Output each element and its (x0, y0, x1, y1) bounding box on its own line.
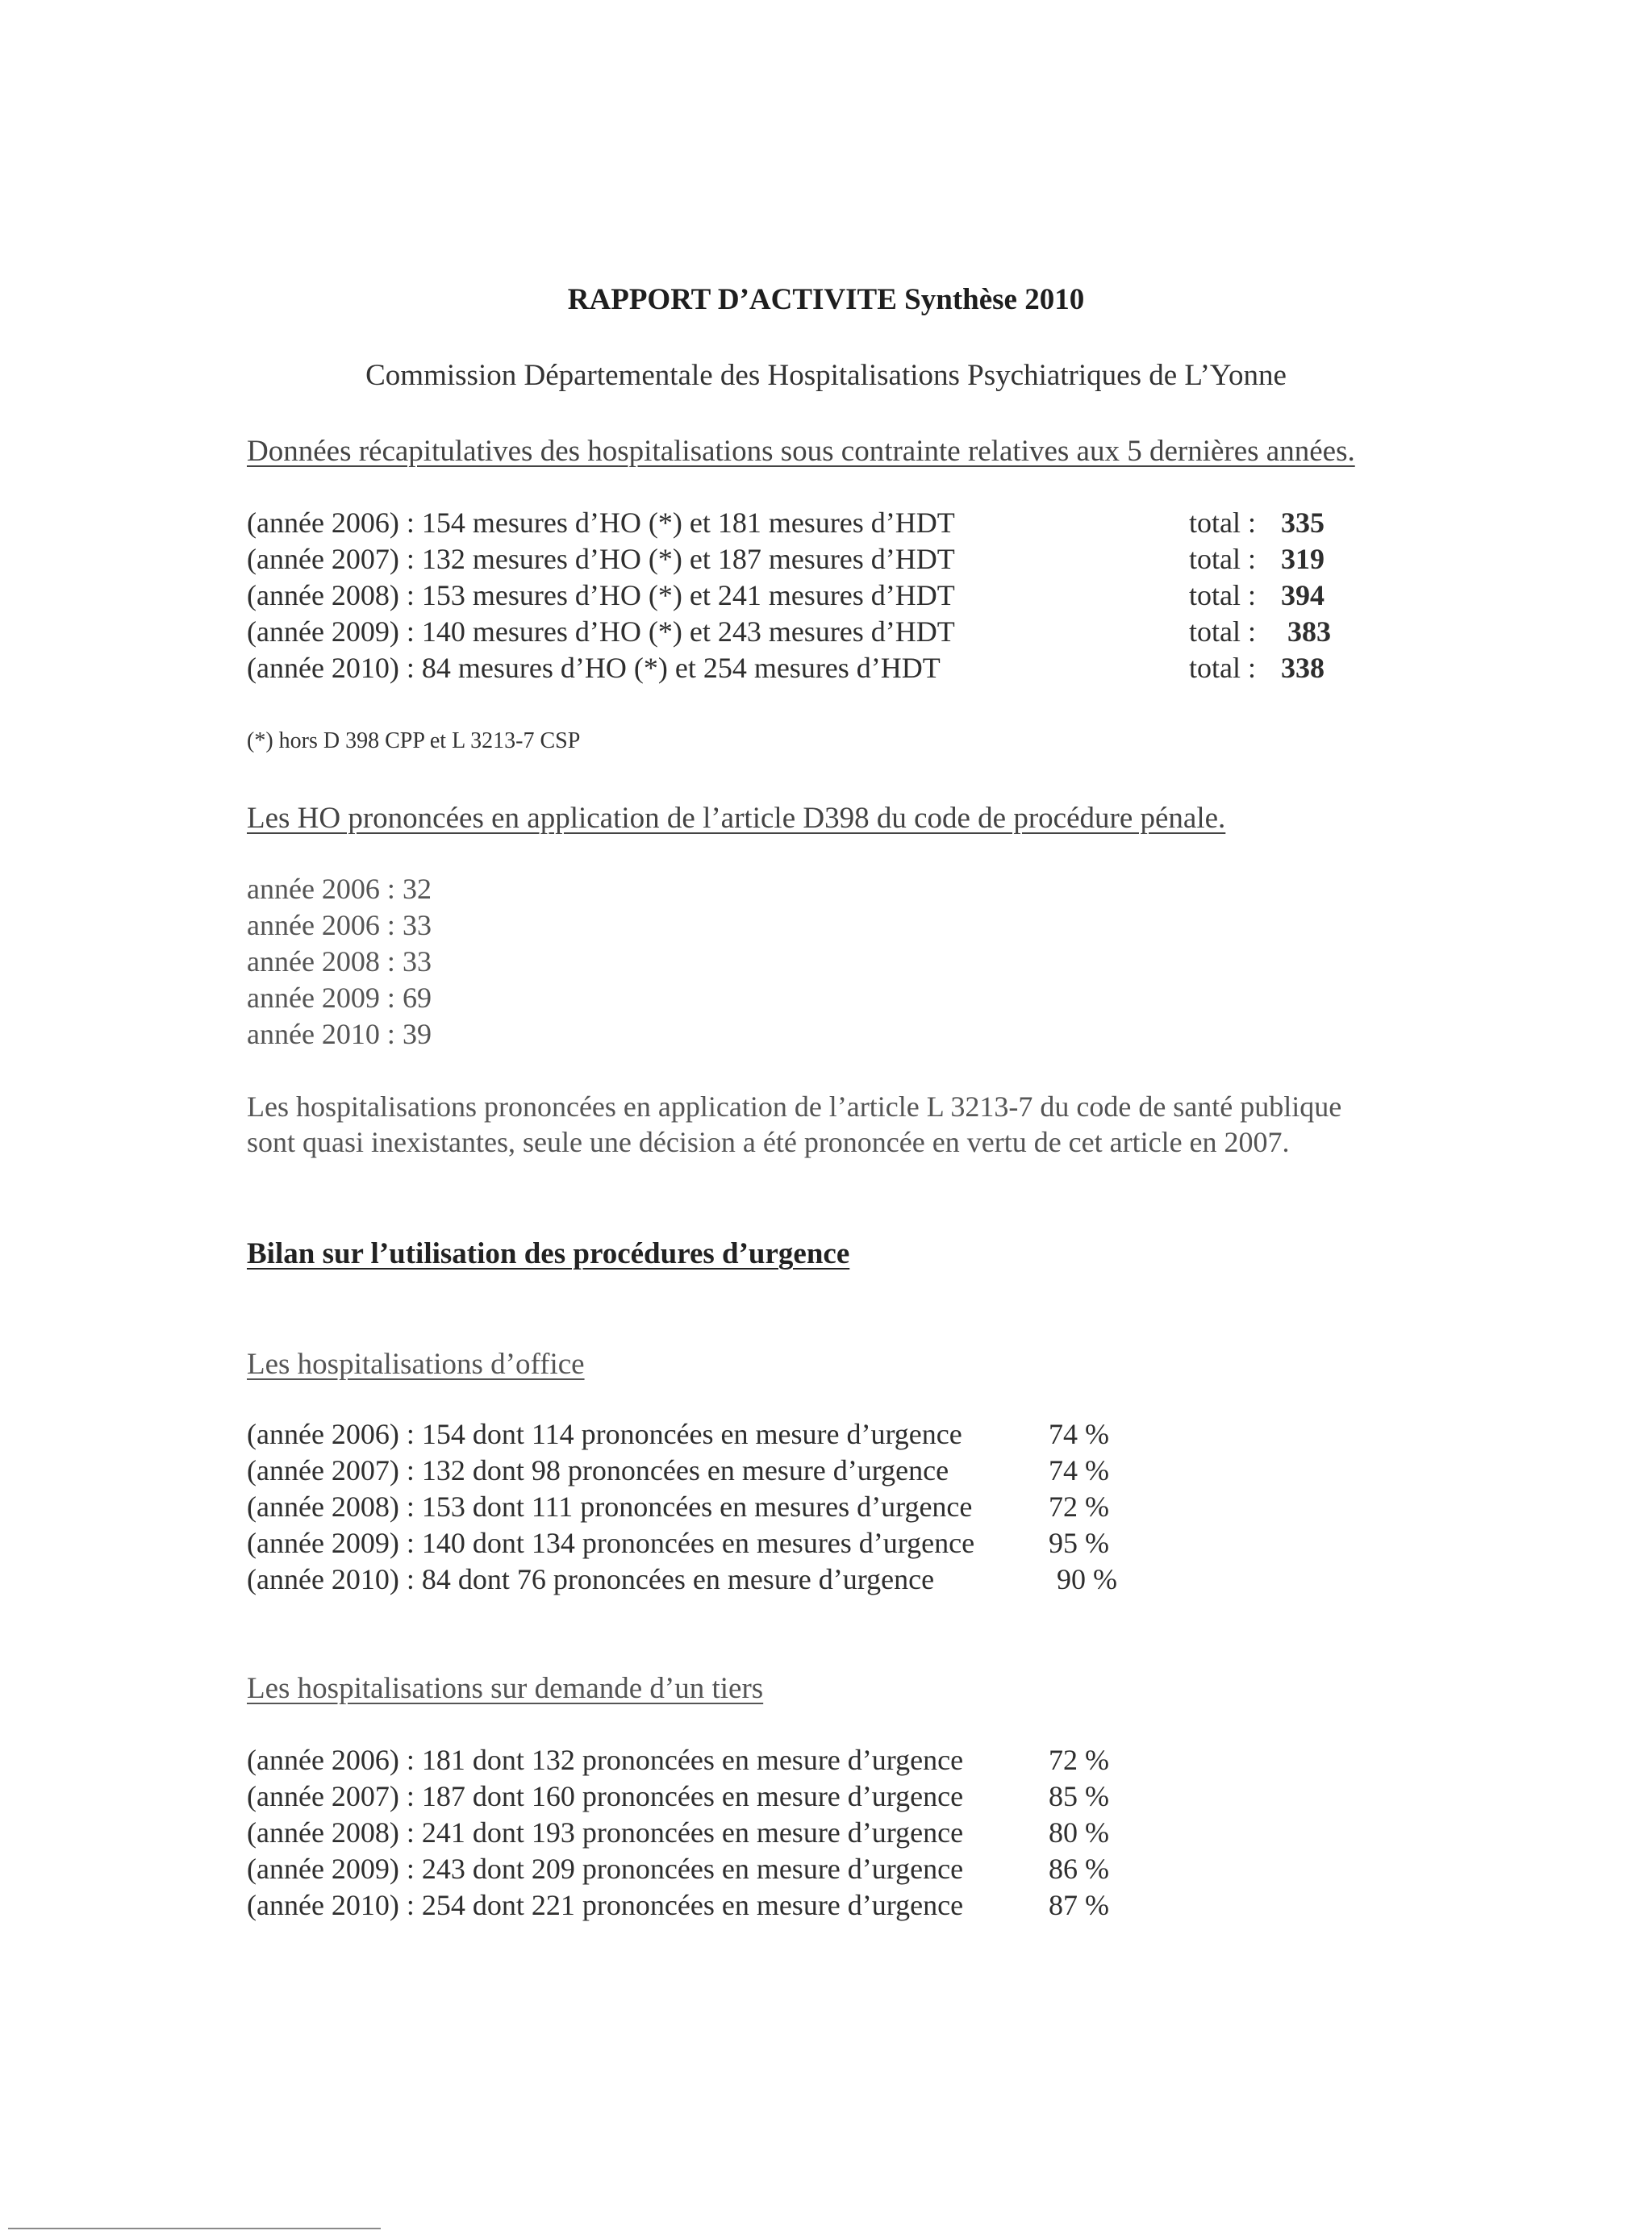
ho-row-text: (année 2008) : 153 dont 111 prononcées en mesures d’urgence (247, 1491, 973, 1523)
summary-row (247, 505, 1325, 541)
d398-list (247, 871, 432, 1053)
summary-row-text: (année 2008) : 153 mesures d’HO (*) et 241 mesures d’HDT (247, 579, 955, 611)
ho-row-text: (année 2006) : 154 dont 114 prononcées en mesure d’urgence (247, 1418, 962, 1450)
hdt-percent: 85 % (1049, 1780, 1109, 1812)
total-label: total : (1189, 652, 1256, 684)
ho-row-text: (année 2007) : 132 dont 98 prononcées en mesure d’urgence (247, 1454, 949, 1486)
l3213-line: sont quasi inexistantes, seule une décision a été prononcée en vertu de cet article en 2007. (247, 1126, 1290, 1158)
total-label: total : (1189, 579, 1256, 611)
d398-row: année 2010 : 39 (247, 1018, 432, 1050)
hdt-list (247, 1742, 1109, 1924)
hdt-percent: 80 % (1049, 1816, 1109, 1849)
hdt-row-text: (année 2010) : 254 dont 221 prononcées en mesure d’urgence (247, 1889, 964, 1921)
ho-percent: 74 % (1049, 1418, 1109, 1450)
urgence-heading: Bilan sur l’utilisation des procédures d’urgence (247, 1237, 850, 1270)
summary-row (247, 650, 1325, 686)
summary-row-text: (année 2007) : 132 mesures d’HO (*) et 187 mesures d’HDT (247, 543, 955, 575)
total-label: total : (1189, 543, 1256, 575)
report-title: RAPPORT D’ACTIVITE Synthèse 2010 (567, 283, 1085, 316)
ho-row (247, 1416, 1109, 1453)
summary-row-text: (année 2009) : 140 mesures d’HO (*) et 243 mesures d’HDT (247, 615, 955, 648)
hdt-percent: 87 % (1049, 1889, 1109, 1921)
l3213-paragraph (247, 1089, 1473, 1160)
total-value: 394 (1281, 579, 1325, 611)
summary-row (247, 577, 1325, 614)
ho-heading: Les hospitalisations d’office (247, 1348, 585, 1381)
total-value: 383 (1287, 615, 1331, 648)
hdt-row (247, 1742, 1109, 1778)
summary-heading: Données récapitulatives des hospitalisations sous contrainte relatives aux 5 dernières années. (247, 435, 1355, 468)
hdt-percent: 72 % (1049, 1744, 1109, 1776)
summary-row-text: (année 2006) : 154 mesures d’HO (*) et 181 mesures d’HDT (247, 507, 955, 539)
total-value: 335 (1281, 507, 1325, 539)
hdt-percent: 86 % (1049, 1853, 1109, 1885)
summary-row-text: (année 2010) : 84 mesures d’HO (*) et 254 mesures d’HDT (247, 652, 941, 684)
total-value: 338 (1281, 652, 1325, 684)
bottom-divider (8, 2228, 381, 2229)
ho-row (247, 1489, 1109, 1525)
ho-percent: 72 % (1049, 1491, 1109, 1523)
ho-list (247, 1416, 1117, 1598)
summary-row (247, 614, 1331, 650)
total-value: 319 (1281, 543, 1325, 575)
summary-list (247, 505, 1331, 686)
hdt-heading: Les hospitalisations sur demande d’un tiers (247, 1672, 764, 1705)
hdt-row (247, 1778, 1109, 1815)
hdt-row-text: (année 2006) : 181 dont 132 prononcées en mesure d’urgence (247, 1744, 964, 1776)
ho-row-text: (année 2009) : 140 dont 134 prononcées en mesures d’urgence (247, 1527, 975, 1559)
ho-percent: 95 % (1049, 1527, 1109, 1559)
total-label: total : (1189, 615, 1256, 648)
footnote: (*) hors D 398 CPP et L 3213-7 CSP (247, 728, 581, 753)
ho-row-text: (année 2010) : 84 dont 76 prononcées en mesure d’urgence (247, 1563, 935, 1595)
ho-percent: 74 % (1049, 1454, 1109, 1486)
total-label: total : (1189, 507, 1256, 539)
d398-row: année 2009 : 69 (247, 982, 432, 1014)
ho-percent: 90 % (1057, 1563, 1117, 1595)
ho-row (247, 1561, 1117, 1598)
hdt-row (247, 1887, 1109, 1924)
report-subtitle: Commission Départementale des Hospitalisations Psychiatriques de L’Yonne (365, 359, 1287, 392)
ho-row (247, 1525, 1109, 1561)
d398-row: année 2008 : 33 (247, 945, 432, 978)
ho-row (247, 1453, 1109, 1489)
summary-row (247, 541, 1325, 577)
hdt-row-text: (année 2007) : 187 dont 160 prononcées en mesure d’urgence (247, 1780, 964, 1812)
hdt-row-text: (année 2009) : 243 dont 209 prononcées en mesure d’urgence (247, 1853, 964, 1885)
d398-row: année 2006 : 32 (247, 873, 432, 905)
hdt-row (247, 1851, 1109, 1887)
hdt-row-text: (année 2008) : 241 dont 193 prononcées en mesure d’urgence (247, 1816, 964, 1849)
l3213-line: Les hospitalisations prononcées en application de l’article L 3213-7 du code de santé publique (247, 1090, 1342, 1123)
hdt-row (247, 1815, 1109, 1851)
d398-heading: Les HO prononcées en application de l’article D398 du code de procédure pénale. (247, 802, 1226, 835)
d398-row: année 2006 : 33 (247, 909, 432, 941)
